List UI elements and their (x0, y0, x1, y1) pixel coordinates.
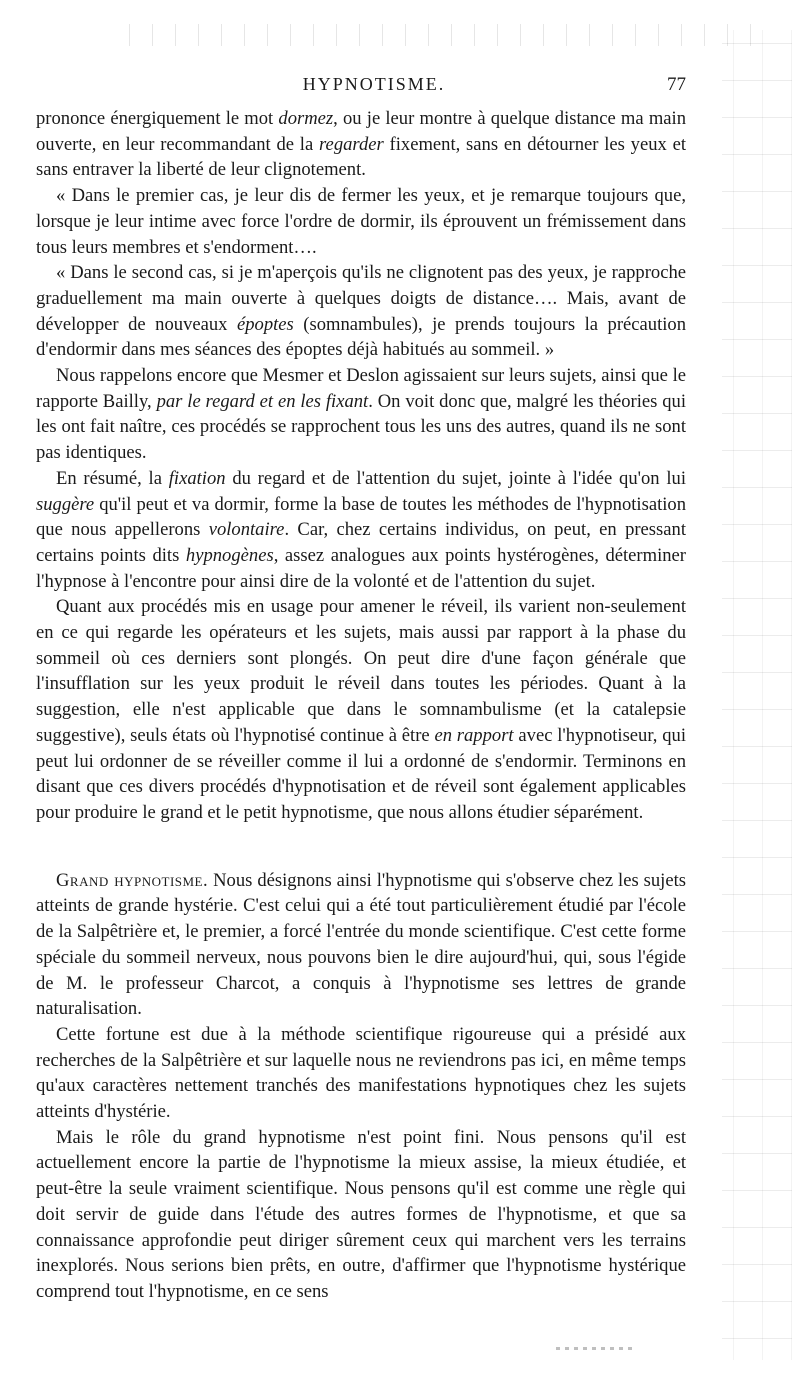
text-run: . Car, chez certains individus, on peut, en pressant certains points dits (36, 519, 686, 566)
italic-term: regarder (319, 133, 384, 155)
text-run: du regard et de l'attention du sujet, jointe à l'idée qu'on lui (225, 467, 686, 489)
text-run: Mais le rôle du grand hypnotisme n'est point fini. Nous pensons qu'il est actuellement encore la partie de l'hypnotisme la mieux assise, la mieux étudiée, et peut-être la seule vraiment scientifique. Nous pensons qu'il est comme une règle qui doit servir de guide dans l'étude des autres formes de l'hypnotisme, et que sa connaissance approfondie peut diriger sûrement ceux qui marchent vers les terrains inexplorés. Nous serions bien prêts, en outre, d'affirmer que l'hypnotisme hystérique comprend tout l'hypnotisme, en ce sens (36, 1126, 686, 1302)
text-run: Nous rappelons encore que Mesmer et Deslon agissaient sur leurs sujets, ainsi que le rapporte Bailly, (36, 365, 686, 412)
text-body (36, 106, 686, 1305)
page-number: 77 (667, 74, 686, 95)
text-run: Quant aux procédés mis en usage pour amener le réveil, ils varient non-seulement en ce qui regarde les opérateurs et les sujets, mais aussi par rapport à la phase du sommeil où ces derniers sont plongés. On peut dire d'une façon générale que l'insufflation sur les yeux produit le réveil dans toutes les périodes. Quant à la suggestion, elle n'est applicable que dans le somnambulisme (et la catalepsie suggestive), seuls états où l'hypnotisé continue à être (36, 596, 686, 746)
paragraph-p5 (36, 466, 686, 595)
italic-term: fixation (168, 467, 226, 489)
scan-edge-right (722, 30, 792, 1360)
paragraph-p2 (36, 183, 686, 260)
scan-mark-bottom (556, 1347, 636, 1350)
italic-term: hypnogènes (185, 544, 274, 566)
italic-term: dormez (278, 108, 334, 129)
text-run: Cette fortune est due à la méthode scientifique rigoureuse qui a présidé aux recherches de la Salpêtrière et sur laquelle nous ne reviendrons pas ici, en même temps qu'aux caractères nettement tranchés des manifestations hypnotiques chez les sujets atteints d'hystérie. (36, 1023, 686, 1123)
text-run: « Dans le second cas, si je m'aperçois qu'ils ne clignotent pas des yeux, je rapproche graduellement ma main ouverte à quelques doigts de distance…. Mais, avant de développer de nouveaux (36, 262, 686, 335)
page-header (62, 74, 686, 104)
paragraph-p9 (36, 1125, 686, 1305)
italic-term: époptes (236, 313, 294, 335)
running-title: HYPNOTISME. (302, 74, 446, 94)
text-run: (somnambules), je prends toujours la précaution d'endormir dans mes séances des époptes déjà habitués au sommeil. » (36, 313, 686, 361)
italic-term: en rapport (434, 724, 514, 746)
scan-noise-top (120, 24, 770, 46)
paragraph-p1 (36, 106, 686, 183)
text-run: fixement, sans en détourner les yeux et sans entraver la liberté de leur clignotement. (36, 133, 686, 181)
paragraph-p8 (36, 1022, 686, 1125)
text-run: « Dans le premier cas, je leur dis de fermer les yeux, et je remarque toujours que, lorsque je leur intime avec force l'ordre de dormir, ils éprouvent un frémissement dans tous leurs membres et s'endorment…. (36, 185, 686, 258)
paragraph-p3 (36, 260, 686, 363)
text-run: qu'il peut et va dormir, forme la base de toutes les méthodes de l'hypnotisation que nous appellerons (36, 493, 686, 541)
text-run: prononce énergiquement le mot (36, 108, 279, 129)
paragraph-p7 (36, 868, 686, 1022)
italic-term: suggère (36, 493, 95, 515)
text-run: Nous désignons ainsi l'hypnotisme qui s'observe chez les sujets atteints de grande hystérie. C'est celui qui a été tout particulièrement étudié par l'école de la Salpêtrière et, le premier, a forcé l'entrée du monde scientifique. C'est cette forme spéciale du sommeil nerveux, nous pouvons bien le dire aujourd'hui, qui, sous l'égide de M. le professeur Charcot, a conquis à l'hypnotisme ses lettres de grande naturalisation. (36, 869, 687, 1020)
paragraph-p6 (36, 594, 686, 825)
text-run: En résumé, la (56, 467, 169, 489)
section-heading: Grand hypnotisme. (56, 869, 209, 891)
section-break (36, 826, 686, 868)
italic-term: par le regard et en les fixant (156, 390, 369, 412)
text-run: . On voit donc que, malgré les théories qui les ont fait naître, ces procédés se rapprochent tous les uns des autres, quand ils ne sont pas identiques. (36, 390, 686, 464)
italic-term: volontaire (208, 519, 285, 541)
paragraph-p4 (36, 363, 686, 466)
text-run: , assez analogues aux points hystérogènes, déterminer l'hypnose à l'encontre pour ainsi dire de la volonté et de l'attention du sujet. (36, 544, 686, 592)
text-run: avec l'hypnotiseur, qui peut lui ordonner de se réveiller comme il lui a ordonné de s'endormir. Terminons en disant que ces divers procédés d'hypnotisation et de réveil sont également applicables pour produire le grand et le petit hypnotisme, que nous allons étudier séparément. (36, 724, 686, 823)
text-run: , ou je leur montre à quelque distance ma main ouverte, en leur recommandant de la (36, 108, 686, 155)
